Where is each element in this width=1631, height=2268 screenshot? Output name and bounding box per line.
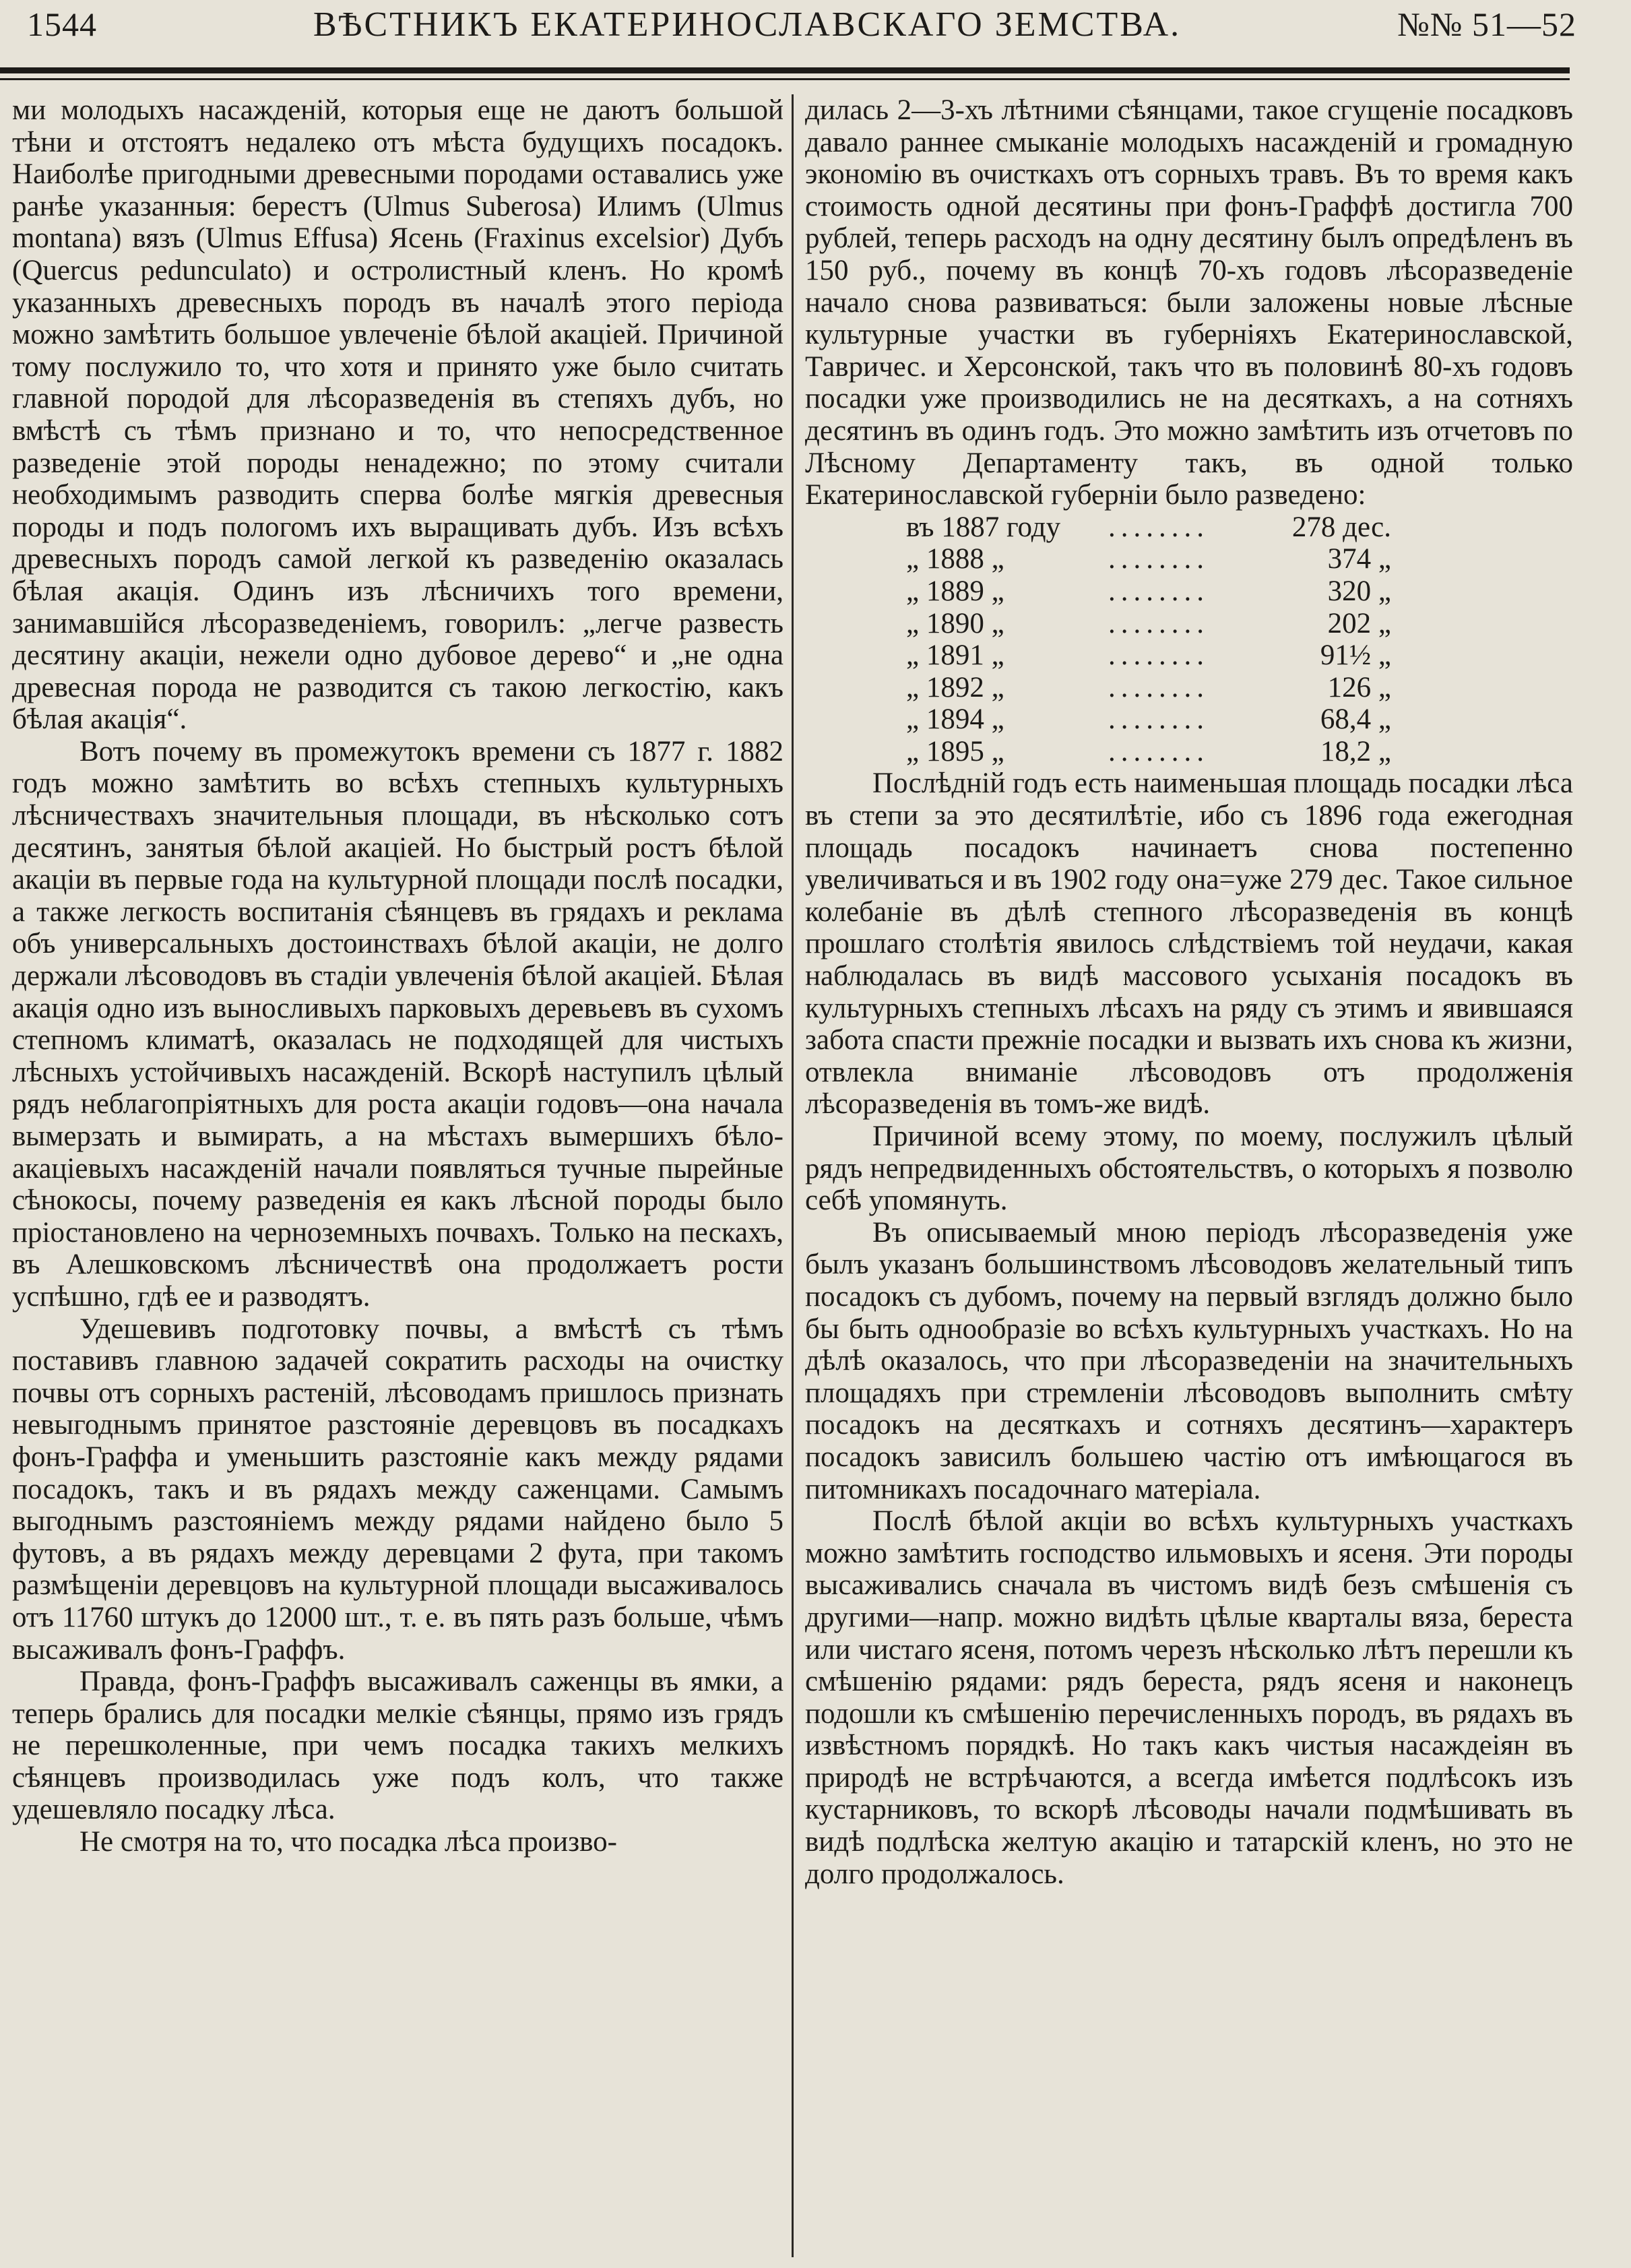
stats-row: „ 1888 „ ........ 374 „ — [906, 543, 1391, 575]
stats-value: 278 дес. — [1291, 511, 1391, 543]
journal-title: ВѢСТНИКЪ ЕКАТЕРИНОСЛАВСКАГО ЗЕМСТВА. — [313, 5, 1182, 44]
header-rule-thick — [0, 67, 1570, 73]
stats-value: 68,4 „ — [1320, 703, 1391, 736]
paragraph: Вотъ почему въ промежутокъ времени съ 1877 г. 1882 годъ можно замѣтить во всѣхъ степныхъ культурныхъ лѣсничествахъ значительныя площади, въ нѣсколько сотъ десятинъ, занятыя бѣлой акаціей. Но быстрый ростъ бѣлой акаціи въ первые года на культурной площади послѣ посадки, а также легкость воспитанія сѣянцевъ въ грядахъ и реклама объ универсальныхъ достоинствахъ бѣлой акаціи, не долго держали лѣсоводовъ въ стадіи увлеченія бѣлой акаціей. Бѣлая акація одно изъ выносливыхъ парковыхъ деревьевъ въ сухомъ степномъ климатѣ, оказалась не подходящей для чистыхъ лѣсныхъ устойчивыхъ насажденій. Вскорѣ наступилъ цѣлый рядъ неблагопріятныхъ для роста акаціи годовъ—она начала вымерзать и вымирать, а на мѣстахъ вымершихъ бѣло-акаціевыхъ насажденій начали появляться тучные пырейные сѣнокосы, почему разведенія ея какъ лѣсной породы было пріостановлено на черноземныхъ почвахъ. Только на пескахъ, въ Алешковскомъ лѣсничествѣ она продолжаетъ рости успѣшно, гдѣ ее и разводятъ. — [12, 735, 783, 1313]
stats-year: „ 1890 „ — [906, 607, 1004, 639]
stats-row: „ 1889 „ ........ 320 „ — [906, 575, 1391, 607]
stats-value: 126 „ — [1327, 671, 1391, 703]
stats-value: 320 „ — [1327, 575, 1391, 607]
stats-year: въ 1887 году — [906, 511, 1061, 543]
stats-row: „ 1892 „ ........ 126 „ — [906, 671, 1391, 703]
stats-value: 91½ „ — [1320, 639, 1391, 672]
stats-year: „ 1894 „ — [906, 703, 1004, 736]
paragraph: Причиной всему этому, по моему, послужилъ цѣлый рядъ непредвиденныхъ обстоятельствъ, о которыхъ я позволю себѣ упомянуть. — [805, 1121, 1573, 1217]
paragraph: Въ описываемый мною періодъ лѣсоразведенія уже былъ указанъ большинствомъ лѣсоводовъ желательный типъ посадокъ съ дубомъ, почему на первый взглядъ должно было бы быть однообразіе во всѣхъ культурныхъ участкахъ. Но на дѣлѣ оказалось, что при лѣсоразведеніи на значительныхъ площадяхъ при стремленіи лѣсоводовъ выполнить смѣту посадокъ на десяткахъ и сотняхъ десятинъ—характеръ посадокъ зависилъ большею частію отъ имѣющагося въ питомникахъ посадочнаго матеріала. — [805, 1216, 1573, 1505]
paragraph: Послѣдній годъ есть наименьшая площадь посадки лѣса въ степи за это десятилѣтіе, ибо съ 1896 года ежегодная площадь посадокъ начинаетъ снова постепенно увеличиваться и въ 1902 году она=уже 279 дес. Такое сильное колебаніе въ дѣлѣ степного лѣсоразведенія въ концѣ прошлаго столѣтія явилось слѣдствіемъ той неудачи, какая наблюдалась въ видѣ массового усыханія посадокъ въ культурныхъ степныхъ лѣсахъ на ряду съ этимъ и явившаяся забота спасти прежніе посадки и вызвать ихъ снова къ жизни, отвлекла вниманіе лѣсоводовъ отъ продолженія лѣсоразведенія въ томъ-же видѣ. — [805, 767, 1573, 1121]
paragraph: Послѣ бѣлой акціи во всѣхъ культурныхъ участкахъ можно замѣтить господство ильмовыхъ и ясеня. Эти породы высаживались сначала въ чистомъ видѣ безъ смѣшенія съ другими—напр. можно видѣть цѣлые кварталы вяза, береста или чистаго ясеня, потомъ черезъ нѣсколько лѣтъ перешли къ смѣшенію рядами: рядъ береста, рядъ ясеня и наконецъ подошли къ смѣшенію перечисленныхъ породъ, въ рядахъ въ извѣстномъ порядкѣ. Но такъ какъ чистыя насаждеіян въ природѣ не встрѣчаются, а всегда имѣется подлѣсокъ изъ кустарниковъ, то вскорѣ лѣсоводы начали подмѣшивать въ видѣ подлѣска желтую акацію и татарскій кленъ, но это не долго продолжалось. — [805, 1505, 1573, 1890]
stats-row: въ 1887 году ........ 278 дес. — [906, 511, 1391, 543]
stats-year: „ 1888 „ — [906, 543, 1004, 575]
issue-number: №№ 51—52 — [1397, 5, 1576, 43]
stats-value: 202 „ — [1327, 607, 1391, 639]
stats-year: „ 1891 „ — [906, 639, 1004, 672]
paragraph: дилась 2—3-хъ лѣтними сѣянцами, такое сгущеніе посадковъ давало раннее смыканіе молодыхъ насажденій и громадную экономію въ очисткахъ отъ сорныхъ травъ. Въ то время какъ стоимость одной десятины при фонъ-Граффѣ достигла 700 рублей, теперь расходъ на одну десятину былъ опредѣленъ въ 150 руб., почему въ концѣ 70-хъ годовъ лѣсоразведеніе начало снова развиваться: были заложены новые лѣсные культурные участки въ губерніяхъ Екатеринославской, Тавричес. и Херсонской, такъ что въ половинѣ 80-хъ годовъ посадки уже производились не на десяткахъ, а на сотняхъ десятинъ въ одинъ годъ. Это можно замѣтить изъ отчетовъ по Лѣсному Департаменту такъ, въ одной только Екатеринославской губерніи было разведено: — [805, 94, 1573, 511]
paragraph: Не смотря на то, что посадка лѣса произво- — [79, 1826, 617, 1858]
stats-row: „ 1890 „ ........ 202 „ — [906, 607, 1391, 639]
stats-year: „ 1895 „ — [906, 735, 1004, 767]
page-header — [27, 0, 1576, 49]
paragraph: ми молодыхъ насажденій, которыя еще не даютъ большой тѣни и отстоятъ недалеко отъ мѣста будущихъ посадокъ. Наиболѣе пригодными древесными породами оставались уже ранѣе указанныя: берестъ (Ulmus Suberosa) Илимъ (Ulmus montana) вязъ (Ulmus Effusa) Ясень (Fraxinus excelsior) Дубъ (Quercus pedunculato) и остролистный кленъ. Но кромѣ указанныхъ древесныхъ породъ въ началѣ этого періода можно замѣтить большое увлеченіе бѣлой акаціей. Причиной тому послужило то, что хотя и принято уже было считать главной породой для лѣсоразведенія въ степяхъ дубъ, но вмѣстѣ съ тѣмъ признано и то, что непосредственное разведеніе этой породы ненадежно; по этому считали необходимымъ разводить сперва болѣе мягкія древесныя породы и подъ пологомъ ихъ выращивать дубъ. Изъ всѣхъ древесныхъ породъ самой легкой къ разведенію оказалась бѣлая акація. Одинъ изъ лѣсничихъ того времени, занимавшійся лѣсоразведеніемъ, говорилъ: „легче развесть десятину акаціи, нежели одно дубовое дерево“ и „не одна древесная порода не разводится съ такою легкостію, какъ бѣлая акація“. — [12, 94, 783, 736]
stats-value: 374 „ — [1327, 543, 1391, 575]
right-column — [805, 94, 1573, 2264]
stats-row: „ 1895 „ ........ 18,2 „ — [906, 735, 1391, 767]
stats-year: „ 1892 „ — [906, 671, 1004, 703]
paragraph: Правда, фонъ-Граффъ высаживалъ саженцы въ ямки, а теперь брались для посадки мелкіе сѣянцы, прямо изъ грядъ не перешколенные, при чемъ посадка такихъ мелкихъ сѣянцевъ производилась уже подъ колъ, что также удешевляло посадку лѣса. — [12, 1666, 783, 1826]
column-divider — [792, 94, 794, 2257]
paragraph: Удешевивъ подготовку почвы, а вмѣстѣ съ тѣмъ поставивъ главною задачей сократить расходы на очистку почвы отъ сорныхъ растеній, лѣсоводамъ пришлось признать невыгоднымъ принятое разстояніе деревцовъ въ посадкахъ фонъ-Граффа и уменьшить разстояніе какъ между рядами посадокъ, такъ и въ рядахъ между саженцами. Самымъ выгоднымъ разстояніемъ между рядами найдено было 5 футовъ, а въ рядахъ между деревцами 2 фута, при такомъ размѣщеніи деревцовъ на культурной площади высаживалось отъ 11760 штукъ до 12000 шт., т. е. въ пять разъ больше, чѣмъ высаживалъ фонъ-Граффъ. — [12, 1313, 783, 1666]
header-rule-thin — [0, 78, 1570, 80]
stats-value: 18,2 „ — [1320, 735, 1391, 767]
afforestation-stats-list — [906, 511, 1573, 768]
left-column — [12, 94, 783, 2264]
page-number: 1544 — [27, 5, 97, 43]
stats-year: „ 1889 „ — [906, 575, 1004, 607]
stats-row: „ 1894 „ ........ 68,4 „ — [906, 703, 1391, 736]
stats-row: „ 1891 „ ........ 91½ „ — [906, 639, 1391, 672]
